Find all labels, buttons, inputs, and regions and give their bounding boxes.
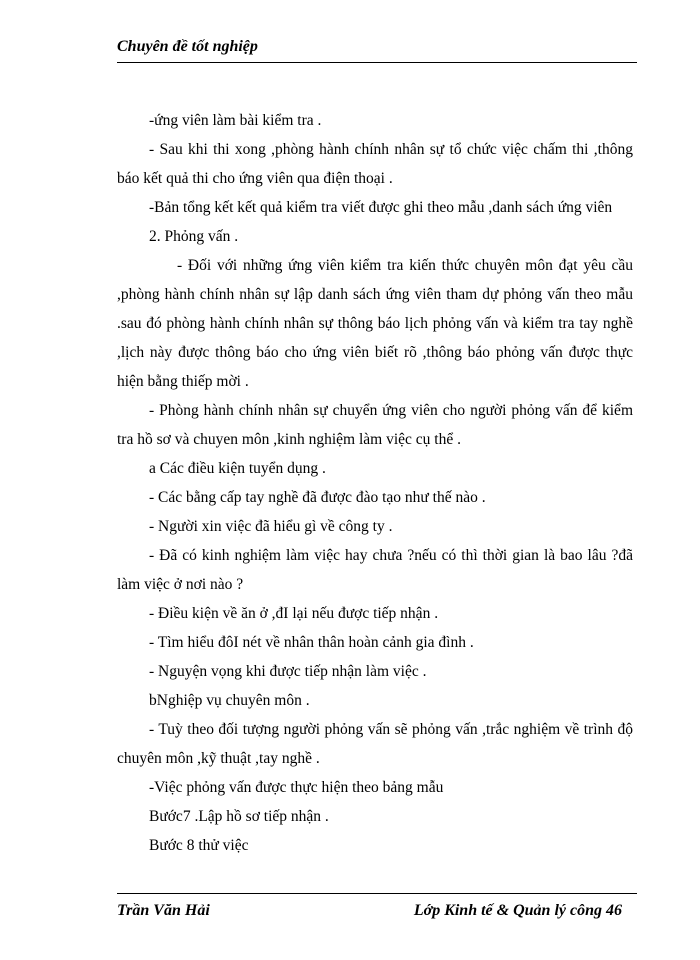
header-divider: [117, 62, 637, 63]
list-item: - Người xin việc đã hiểu gì về công ty .: [149, 518, 393, 535]
step-heading: Bước7 .Lập hồ sơ tiếp nhận .: [149, 808, 329, 825]
body-paragraph: - Phòng hành chính nhân sự chuyển ứng viên cho người phỏng vấn để kiểm tra hồ sơ và chuyen môn ,kinh nghiệm làm việc cụ thể .: [117, 402, 633, 448]
footer-author: Trần Văn Hải: [117, 902, 210, 919]
body-paragraph: -Việc phỏng vấn được thực hiện theo bảng mẫu: [149, 779, 444, 796]
body-paragraph: - Đối với những ứng viên kiểm tra kiến thức chuyên môn đạt yêu cầu ,phòng hành chính nhân sự lập danh sách ứng viên tham dự phỏng vấn theo mẫu .sau đó phòng hành chính nhân sự thông báo lịch phỏng vấn và kiểm tra tay nghề ,lịch này được thông báo cho ứng viên biết rõ ,thông báo phỏng vấn được thực hiện bằng thiếp mời .: [117, 257, 633, 390]
body-paragraph: - Sau khi thi xong ,phòng hành chính nhân sự tổ chức việc chấm thi ,thông báo kết quả thi cho ứng viên qua điện thoại .: [117, 141, 633, 187]
list-item: - Điều kiện về ăn ở ,đI lại nếu được tiếp nhận .: [149, 605, 439, 622]
footer-class-name: Lớp Kinh tế & Quản lý công 46: [413, 902, 622, 919]
list-item: - Tìm hiểu đôI nét về nhân thân hoàn cảnh gia đình .: [149, 634, 474, 651]
page-header-title: Chuyên đề tốt nghiệp: [117, 38, 258, 55]
list-item: - Đã có kinh nghiệm làm việc hay chưa ?nếu có thì thời gian là bao lâu ?đã làm việc ở nơi nào ?: [117, 547, 633, 593]
subsection-heading: a Các điều kiện tuyển dụng .: [149, 460, 326, 477]
body-paragraph: -Bản tổng kết kết quả kiểm tra viết được ghi theo mẫu ,danh sách ứng viên: [149, 199, 613, 216]
step-heading: Bước 8 thử việc: [149, 837, 249, 854]
list-item: - Các bằng cấp tay nghề đã được đào tạo như thế nào .: [149, 489, 486, 506]
body-paragraph: -ứng viên làm bài kiểm tra .: [149, 112, 322, 129]
subsection-heading: bNghiệp vụ chuyên môn .: [149, 692, 310, 709]
body-paragraph: - Tuỳ theo đối tượng người phỏng vấn sẽ phỏng vấn ,trắc nghiệm về trình độ chuyên môn ,kỹ thuật ,tay nghề .: [117, 721, 633, 767]
section-heading: 2. Phỏng vấn .: [149, 228, 239, 245]
footer-divider: [117, 893, 637, 894]
list-item: - Nguyện vọng khi được tiếp nhận làm việc .: [149, 663, 427, 680]
document-body: [117, 106, 633, 860]
